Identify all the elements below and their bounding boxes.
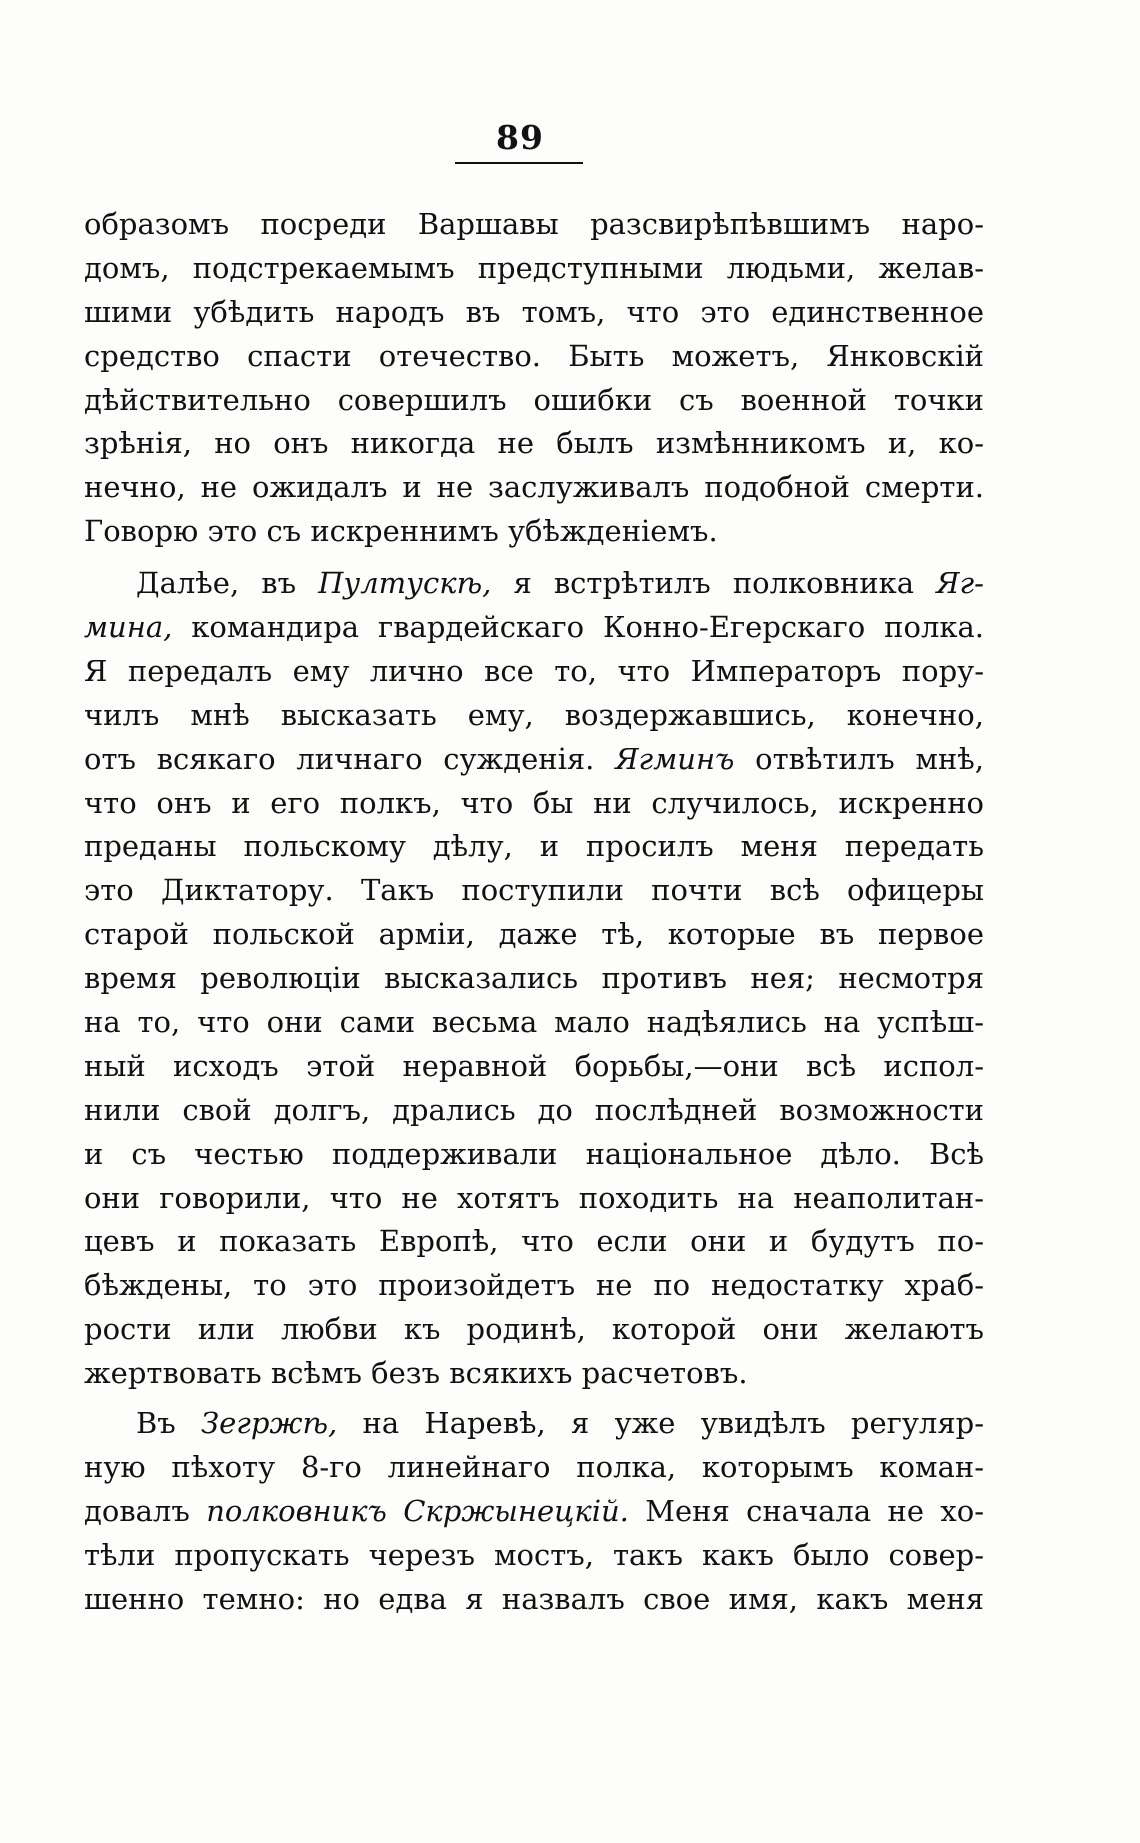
text-line: зрѣнія, но онъ никогда не былъ измѣнникомъ и, ко- — [84, 426, 984, 461]
text-line: они говорили, что не хотятъ походить на неаполитан- — [84, 1180, 984, 1215]
italic-place-name: Зегржѣ, — [201, 1406, 338, 1441]
text-line: Я передалъ ему лично все то, что Императоръ пору- — [84, 653, 984, 688]
paragraph-gap — [84, 554, 984, 562]
text-line: что онъ и его полкъ, что бы ни случилось, искренно — [84, 785, 984, 820]
italic-person-name: Ягминъ — [615, 741, 735, 776]
text-line: Въ Зегржѣ, на Наревѣ, я уже увидѣлъ регуляр- — [136, 1406, 984, 1441]
text-line: нили свой долгъ, дрались до послѣдней возможности — [84, 1092, 984, 1127]
text-line: дѣйствительно совершилъ ошибки съ военной точки — [84, 382, 984, 417]
text-line: ный исходъ этой неравной борьбы,—они всѣ испол- — [84, 1048, 984, 1083]
text-line: чилъ мнѣ высказать ему, воздержавшись, конечно, — [84, 697, 984, 732]
text-line: бѣждены, то это произойдетъ не по недостатку храб- — [84, 1268, 984, 1303]
text-line: это Диктатору. Такъ поступили почти всѣ офицеры — [84, 873, 984, 908]
page-number-rule — [455, 162, 583, 164]
text-line: жертвовать всѣмъ безъ всякихъ расчетовъ. — [84, 1356, 748, 1391]
text-line: тѣли пропускать черезъ мостъ, такъ какъ было совер- — [84, 1537, 984, 1572]
italic-person-name: Яг- — [936, 566, 984, 601]
body-text — [84, 203, 984, 1622]
text-line: Говорю это съ искреннимъ убѣжденіемъ. — [84, 514, 718, 549]
text-line: образомъ посреди Варшавы разсвирѣпѣвшимъ наро- — [84, 207, 984, 241]
text-line: ную пѣхоту 8-го линейнаго полка, которымъ коман- — [84, 1449, 984, 1484]
text-line: домъ, подстрекаемымъ предступными людьми, желав- — [84, 250, 984, 285]
page-number: 89 — [496, 118, 544, 157]
italic-person-name: мина, — [84, 610, 173, 645]
text-line: шими убѣдить народъ въ томъ, что это единственное — [84, 294, 984, 329]
italic-person-name: полковникъ Скржынецкій. — [206, 1493, 629, 1528]
italic-place-name: Пултускѣ, — [318, 566, 492, 601]
text-line: преданы польскому дѣлу, и просилъ меня передать — [84, 829, 984, 864]
text-line: мина, командира гвардейскаго Конно-Егерскаго полка. — [84, 610, 984, 645]
text-line: и съ честью поддерживали національное дѣло. Всѣ — [84, 1136, 984, 1171]
text-line: довалъ полковникъ Скржынецкій. Меня сначала не хо- — [84, 1493, 984, 1528]
text-line: цевъ и показать Европѣ, что если они и будутъ по- — [84, 1224, 984, 1259]
paragraph-2 — [84, 562, 984, 1396]
text-line: время революціи высказались противъ нея; несмотря — [84, 961, 984, 996]
text-line: на то, что они сами весьма мало надѣялись на успѣш- — [84, 1005, 984, 1040]
text-line: рости или любви къ родинѣ, которой они желаютъ — [84, 1312, 984, 1347]
text-line: нечно, не ожидалъ и не заслуживалъ подобной смерти. — [84, 470, 984, 505]
text-line: старой польской арміи, даже тѣ, которые въ первое — [84, 917, 984, 952]
paragraph-1 — [84, 203, 984, 554]
text-line: средство спасти отечество. Быть можетъ, Янковскій — [84, 338, 984, 373]
text-line: Далѣе, въ Пултускѣ, я встрѣтилъ полковника Яг- — [136, 566, 984, 601]
text-line: шенно темно: но едва я назвалъ свое имя, какъ меня — [84, 1581, 984, 1616]
paragraph-3 — [84, 1402, 984, 1621]
text-line: отъ всякаго личнаго сужденія. Ягминъ отвѣтилъ мнѣ, — [84, 741, 984, 776]
